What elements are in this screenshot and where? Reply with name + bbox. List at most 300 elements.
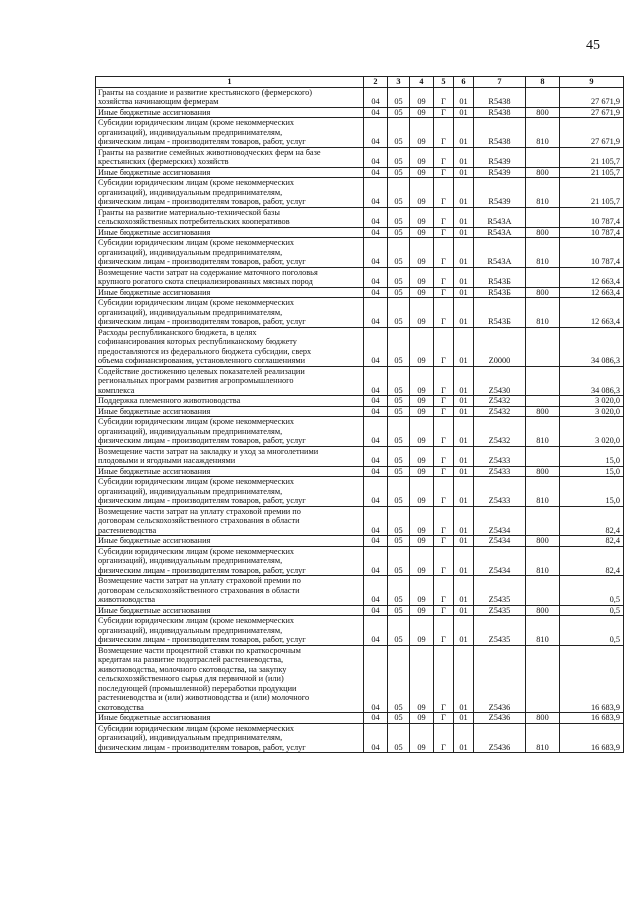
table-row <box>96 147 624 167</box>
amount: 15,0 <box>560 466 624 477</box>
expense-type-code: 810 <box>526 616 560 646</box>
section-code: 04 <box>364 536 388 547</box>
expense-type-code: 810 <box>526 417 560 447</box>
table-row <box>96 167 624 178</box>
expense-name-line: физическим лицам - производителям товаров, работ, услуг <box>98 137 306 146</box>
program-code: 09 <box>410 506 434 536</box>
expense-name-line: физическим лицам - производителям товаров, работ, услуг <box>98 496 306 505</box>
main-event-code: 01 <box>454 396 474 407</box>
subsection-code: 05 <box>388 546 410 576</box>
expense-name <box>96 366 364 396</box>
subprogram-code: Г <box>434 396 454 407</box>
subprogram-code: Г <box>434 207 454 227</box>
program-code: 09 <box>410 406 434 417</box>
expense-type-code <box>526 396 560 407</box>
expense-name-line: Иные бюджетные ассигнования <box>98 713 211 722</box>
subprogram-code: Г <box>434 645 454 713</box>
amount: 0,5 <box>560 616 624 646</box>
amount: 82,4 <box>560 536 624 547</box>
section-code: 04 <box>364 406 388 417</box>
table-row <box>96 238 624 268</box>
main-event-code: 01 <box>454 446 474 466</box>
column-header: 8 <box>526 77 560 88</box>
subprogram-code: Г <box>434 107 454 118</box>
target-article-code: Z5435 <box>474 616 526 646</box>
column-header: 1 <box>96 77 364 88</box>
expense-name <box>96 546 364 576</box>
amount: 21 105,7 <box>560 167 624 178</box>
expense-name <box>96 227 364 238</box>
expense-name <box>96 167 364 178</box>
expense-name-line: Иные бюджетные ассигнования <box>98 466 211 476</box>
subsection-code: 05 <box>388 227 410 238</box>
program-code: 09 <box>410 178 434 208</box>
expense-name <box>96 406 364 417</box>
expense-type-code <box>526 446 560 466</box>
target-article-code: R543A <box>474 238 526 268</box>
amount: 27 671,9 <box>560 87 624 107</box>
expense-type-code: 800 <box>526 227 560 238</box>
expense-name <box>96 298 364 328</box>
subsection-code: 05 <box>388 327 410 366</box>
subprogram-code: Г <box>434 287 454 298</box>
expense-name-line: кредитам на развитие подотраслей растениеводства, <box>98 655 284 664</box>
program-code: 09 <box>410 576 434 606</box>
main-event-code: 01 <box>454 147 474 167</box>
table-row <box>96 107 624 118</box>
expense-name <box>96 506 364 536</box>
program-code: 09 <box>410 713 434 724</box>
subsection-code: 05 <box>388 167 410 178</box>
target-article-code: Z5434 <box>474 506 526 536</box>
amount: 82,4 <box>560 546 624 576</box>
target-article-code: R543Б <box>474 298 526 328</box>
expense-name-line: хозяйства начинающим фермерам <box>98 97 219 106</box>
expense-name <box>96 477 364 507</box>
column-header: 6 <box>454 77 474 88</box>
expense-name-line: Возмещение части затрат на уплату страховой премии по <box>98 506 301 516</box>
column-header: 7 <box>474 77 526 88</box>
expense-type-code <box>526 147 560 167</box>
expense-name-line: организаций), индивидуальным предпринимателям, <box>98 307 283 317</box>
expense-name <box>96 178 364 208</box>
subsection-code: 05 <box>388 616 410 646</box>
expense-name-line: Гранты на развитие материально-технической базы <box>98 207 280 217</box>
expense-name-line: Субсидии юридическим лицам (кроме некоммерческих <box>98 546 295 556</box>
expense-name-line: Субсидии юридическим лицам (кроме некоммерческих <box>98 238 295 247</box>
expense-type-code: 810 <box>526 723 560 753</box>
expense-type-code: 810 <box>526 477 560 507</box>
section-code: 04 <box>364 506 388 536</box>
expense-type-code: 810 <box>526 118 560 148</box>
expense-type-code: 800 <box>526 287 560 298</box>
expense-name-line: Иные бюджетные ассигнования <box>98 107 211 117</box>
table-row <box>96 287 624 298</box>
subsection-code: 05 <box>388 238 410 268</box>
expense-type-code <box>526 645 560 713</box>
table-row <box>96 645 624 713</box>
table-row <box>96 227 624 238</box>
table-header-row <box>96 77 624 88</box>
expense-name-line: организаций), индивидуальным предпринимателям, <box>98 426 283 436</box>
main-event-code: 01 <box>454 616 474 646</box>
expense-name <box>96 536 364 547</box>
subsection-code: 05 <box>388 506 410 536</box>
amount: 82,4 <box>560 506 624 536</box>
expense-name-line: Возмещение части затрат на содержание маточного поголовья <box>98 267 318 277</box>
expense-name-line: организаций), индивидуальным предпринимателям, <box>98 733 283 742</box>
expense-name <box>96 616 364 646</box>
expense-name-line: Расходы республиканского бюджета, в целях <box>98 327 257 337</box>
section-code: 04 <box>364 287 388 298</box>
column-header: 5 <box>434 77 454 88</box>
target-article-code: R543A <box>474 207 526 227</box>
expense-name-line: Возмещение части затрат на уплату страховой премии по <box>98 576 301 585</box>
table-row <box>96 713 624 724</box>
expense-type-code: 810 <box>526 546 560 576</box>
section-code: 04 <box>364 477 388 507</box>
main-event-code: 01 <box>454 546 474 576</box>
expense-name <box>96 107 364 118</box>
main-event-code: 01 <box>454 713 474 724</box>
expense-type-code <box>526 366 560 396</box>
main-event-code: 01 <box>454 536 474 547</box>
main-event-code: 01 <box>454 327 474 366</box>
expense-name-line: крупного рогатого скота специализированных мясных пород <box>98 277 313 286</box>
amount: 10 787,4 <box>560 227 624 238</box>
expense-type-code: 810 <box>526 298 560 328</box>
expense-name-line: крестьянских (фермерских) хозяйств <box>98 157 229 166</box>
subprogram-code: Г <box>434 147 454 167</box>
main-event-code: 01 <box>454 576 474 606</box>
program-code: 09 <box>410 616 434 646</box>
main-event-code: 01 <box>454 645 474 713</box>
expense-name <box>96 713 364 724</box>
target-article-code: Z5436 <box>474 645 526 713</box>
section-code: 04 <box>364 227 388 238</box>
expense-name-line: Возмещение части процентной ставки по краткосрочным <box>98 645 301 655</box>
expense-name-line: животноводства, молочного скотоводства, на закупку <box>98 664 287 674</box>
amount: 27 671,9 <box>560 118 624 148</box>
main-event-code: 01 <box>454 107 474 118</box>
target-article-code: Z5432 <box>474 406 526 417</box>
program-code: 09 <box>410 207 434 227</box>
main-event-code: 01 <box>454 227 474 238</box>
amount: 16 683,9 <box>560 723 624 753</box>
subprogram-code: Г <box>434 466 454 477</box>
target-article-code: R5438 <box>474 107 526 118</box>
program-code: 09 <box>410 466 434 477</box>
expense-name-line: организаций), индивидуальным предпринимателям, <box>98 247 283 257</box>
expense-type-code: 800 <box>526 466 560 477</box>
table-row <box>96 466 624 477</box>
target-article-code: Z5432 <box>474 396 526 407</box>
section-code: 04 <box>364 178 388 208</box>
program-code: 09 <box>410 417 434 447</box>
section-code: 04 <box>364 107 388 118</box>
expense-name-line: Субсидии юридическим лицам (кроме некоммерческих <box>98 723 295 733</box>
main-event-code: 01 <box>454 287 474 298</box>
expense-name-line: последующей (промышленной) переработки продукции <box>98 683 297 693</box>
expense-name-line: Иные бюджетные ассигнования <box>98 287 211 297</box>
amount: 15,0 <box>560 477 624 507</box>
expense-name <box>96 267 364 287</box>
section-code: 04 <box>364 118 388 148</box>
column-header: 9 <box>560 77 624 88</box>
amount: 10 787,4 <box>560 207 624 227</box>
section-code: 04 <box>364 417 388 447</box>
table-row <box>96 207 624 227</box>
amount: 12 663,4 <box>560 298 624 328</box>
section-code: 04 <box>364 298 388 328</box>
subsection-code: 05 <box>388 178 410 208</box>
table-row <box>96 605 624 616</box>
page-number: 45 <box>586 38 600 53</box>
section-code: 04 <box>364 645 388 713</box>
expense-name <box>96 396 364 407</box>
table-row <box>96 396 624 407</box>
target-article-code: R543Б <box>474 267 526 287</box>
subprogram-code: Г <box>434 713 454 724</box>
table-row <box>96 366 624 396</box>
expense-name <box>96 645 364 713</box>
expense-name-line: Возмещение части затрат на закладку и уход за многолетними <box>98 446 319 456</box>
section-code: 04 <box>364 87 388 107</box>
target-article-code: Z5435 <box>474 605 526 616</box>
amount: 10 787,4 <box>560 238 624 268</box>
section-code: 04 <box>364 723 388 753</box>
expense-name <box>96 327 364 366</box>
subprogram-code: Г <box>434 536 454 547</box>
expense-name-line: Содействие достижению целевых показателей реализации <box>98 366 305 376</box>
table-row <box>96 406 624 417</box>
subprogram-code: Г <box>434 366 454 396</box>
expense-name-line: физическим лицам - производителям товаров, работ, услуг <box>98 436 306 445</box>
main-event-code: 01 <box>454 466 474 477</box>
expense-name-line: сельскохозяйственных потребительских кооперативов <box>98 217 290 226</box>
table-row <box>96 87 624 107</box>
main-event-code: 01 <box>454 477 474 507</box>
table-row <box>96 118 624 148</box>
program-code: 09 <box>410 238 434 268</box>
subprogram-code: Г <box>434 546 454 576</box>
program-code: 09 <box>410 396 434 407</box>
main-event-code: 01 <box>454 178 474 208</box>
table-row <box>96 616 624 646</box>
expense-type-code: 810 <box>526 238 560 268</box>
program-code: 09 <box>410 446 434 466</box>
target-article-code: Z5435 <box>474 576 526 606</box>
table-row <box>96 446 624 466</box>
expense-type-code <box>526 506 560 536</box>
target-article-code: Z5433 <box>474 446 526 466</box>
expense-type-code: 810 <box>526 178 560 208</box>
expense-type-code: 800 <box>526 107 560 118</box>
amount: 15,0 <box>560 446 624 466</box>
expense-name <box>96 723 364 753</box>
amount: 16 683,9 <box>560 713 624 724</box>
main-event-code: 01 <box>454 406 474 417</box>
expense-name-line: Поддержка племенного животноводства <box>98 396 241 405</box>
expense-type-code <box>526 327 560 366</box>
amount: 34 086,3 <box>560 327 624 366</box>
expense-name-line: животноводства <box>98 595 156 604</box>
target-article-code: Z5433 <box>474 477 526 507</box>
budget-table <box>95 76 624 753</box>
program-code: 09 <box>410 118 434 148</box>
expense-name-line: растениеводства <box>98 525 157 535</box>
amount: 27 671,9 <box>560 107 624 118</box>
expense-type-code: 800 <box>526 536 560 547</box>
section-code: 04 <box>364 147 388 167</box>
program-code: 09 <box>410 87 434 107</box>
table-row <box>96 536 624 547</box>
subsection-code: 05 <box>388 723 410 753</box>
expense-name-line: организаций), индивидуальным предпринимателям, <box>98 486 283 496</box>
subprogram-code: Г <box>434 298 454 328</box>
expense-name-line: растениеводства и (или) животноводства и (или) молочного <box>98 693 310 702</box>
expense-type-code <box>526 87 560 107</box>
expense-type-code: 800 <box>526 713 560 724</box>
expense-name-line: физическим лицам - производителям товаров, работ, услуг <box>98 635 306 644</box>
program-code: 09 <box>410 536 434 547</box>
table-row <box>96 576 624 606</box>
section-code: 04 <box>364 396 388 407</box>
main-event-code: 01 <box>454 207 474 227</box>
main-event-code: 01 <box>454 298 474 328</box>
expense-name-line: Субсидии юридическим лицам (кроме некоммерческих <box>98 178 295 187</box>
section-code: 04 <box>364 616 388 646</box>
main-event-code: 01 <box>454 238 474 268</box>
program-code: 09 <box>410 366 434 396</box>
program-code: 09 <box>410 723 434 753</box>
program-code: 09 <box>410 477 434 507</box>
program-code: 09 <box>410 287 434 298</box>
program-code: 09 <box>410 147 434 167</box>
expense-name-line: скотоводства <box>98 702 144 712</box>
subsection-code: 05 <box>388 446 410 466</box>
program-code: 09 <box>410 327 434 366</box>
amount: 3 020,0 <box>560 406 624 417</box>
program-code: 09 <box>410 107 434 118</box>
expense-type-code <box>526 576 560 606</box>
section-code: 04 <box>364 238 388 268</box>
target-article-code: Z5436 <box>474 723 526 753</box>
expense-name-line: Гранты на развитие семейных животноводческих ферм на базе <box>98 147 321 157</box>
amount: 21 105,7 <box>560 178 624 208</box>
expense-name <box>96 287 364 298</box>
target-article-code: Z5433 <box>474 466 526 477</box>
target-article-code: Z5432 <box>474 417 526 447</box>
main-event-code: 01 <box>454 366 474 396</box>
subsection-code: 05 <box>388 396 410 407</box>
target-article-code: Z5434 <box>474 536 526 547</box>
target-article-code: Z0000 <box>474 327 526 366</box>
expense-name-line: Иные бюджетные ассигнования <box>98 406 211 416</box>
main-event-code: 01 <box>454 87 474 107</box>
expense-name-line: сельскохозяйственного сырья для первичной и (или) <box>98 674 284 683</box>
amount: 12 663,4 <box>560 267 624 287</box>
table-row <box>96 723 624 753</box>
expense-name <box>96 87 364 107</box>
subsection-code: 05 <box>388 87 410 107</box>
program-code: 09 <box>410 267 434 287</box>
expense-name-line: Иные бюджетные ассигнования <box>98 536 211 545</box>
expense-name-line: Субсидии юридическим лицам (кроме некоммерческих <box>98 298 295 307</box>
subsection-code: 05 <box>388 536 410 547</box>
column-header: 3 <box>388 77 410 88</box>
table-row <box>96 267 624 287</box>
subsection-code: 05 <box>388 207 410 227</box>
section-code: 04 <box>364 267 388 287</box>
subprogram-code: Г <box>434 576 454 606</box>
subsection-code: 05 <box>388 477 410 507</box>
subprogram-code: Г <box>434 178 454 208</box>
subsection-code: 05 <box>388 417 410 447</box>
expense-name-line: Иные бюджетные ассигнования <box>98 605 211 615</box>
table-row <box>96 506 624 536</box>
subsection-code: 05 <box>388 147 410 167</box>
expense-type-code <box>526 267 560 287</box>
subsection-code: 05 <box>388 605 410 616</box>
expense-type-code: 800 <box>526 406 560 417</box>
expense-name-line: организаций), индивидуальным предпринимателям, <box>98 127 283 137</box>
target-article-code: R543A <box>474 227 526 238</box>
expense-name-line: Субсидии юридическим лицам (кроме некоммерческих <box>98 118 295 127</box>
subprogram-code: Г <box>434 118 454 148</box>
amount: 34 086,3 <box>560 366 624 396</box>
section-code: 04 <box>364 713 388 724</box>
expense-name-line: организаций), индивидуальным предпринимателям, <box>98 625 283 635</box>
subprogram-code: Г <box>434 227 454 238</box>
expense-name <box>96 238 364 268</box>
amount: 3 020,0 <box>560 396 624 407</box>
expense-name <box>96 466 364 477</box>
expense-name-line: Субсидии юридическим лицам (кроме некоммерческих <box>98 616 295 625</box>
target-article-code: R5438 <box>474 87 526 107</box>
expense-name-line: Иные бюджетные ассигнования <box>98 227 211 237</box>
expense-name-line: организаций), индивидуальным предпринимателям, <box>98 187 283 197</box>
subsection-code: 05 <box>388 287 410 298</box>
target-article-code: R5439 <box>474 147 526 167</box>
expense-name <box>96 446 364 466</box>
subprogram-code: Г <box>434 238 454 268</box>
program-code: 09 <box>410 546 434 576</box>
expense-name-line: организаций), индивидуальным предпринимателям, <box>98 556 283 565</box>
expense-name <box>96 417 364 447</box>
expense-name-line: плодовыми и ягодными насаждениями <box>98 456 236 465</box>
program-code: 09 <box>410 298 434 328</box>
subsection-code: 05 <box>388 366 410 396</box>
table-row <box>96 298 624 328</box>
section-code: 04 <box>364 207 388 227</box>
expense-name-line: физическим лицам - производителям товаров, работ, услуг <box>98 565 306 575</box>
section-code: 04 <box>364 167 388 178</box>
subprogram-code: Г <box>434 506 454 536</box>
amount: 0,5 <box>560 576 624 606</box>
program-code: 09 <box>410 227 434 238</box>
table-row <box>96 417 624 447</box>
target-article-code: R543Б <box>474 287 526 298</box>
section-code: 04 <box>364 366 388 396</box>
subprogram-code: Г <box>434 267 454 287</box>
expense-type-code: 800 <box>526 605 560 616</box>
subsection-code: 05 <box>388 645 410 713</box>
subprogram-code: Г <box>434 327 454 366</box>
amount: 0,5 <box>560 605 624 616</box>
section-code: 04 <box>364 446 388 466</box>
main-event-code: 01 <box>454 267 474 287</box>
